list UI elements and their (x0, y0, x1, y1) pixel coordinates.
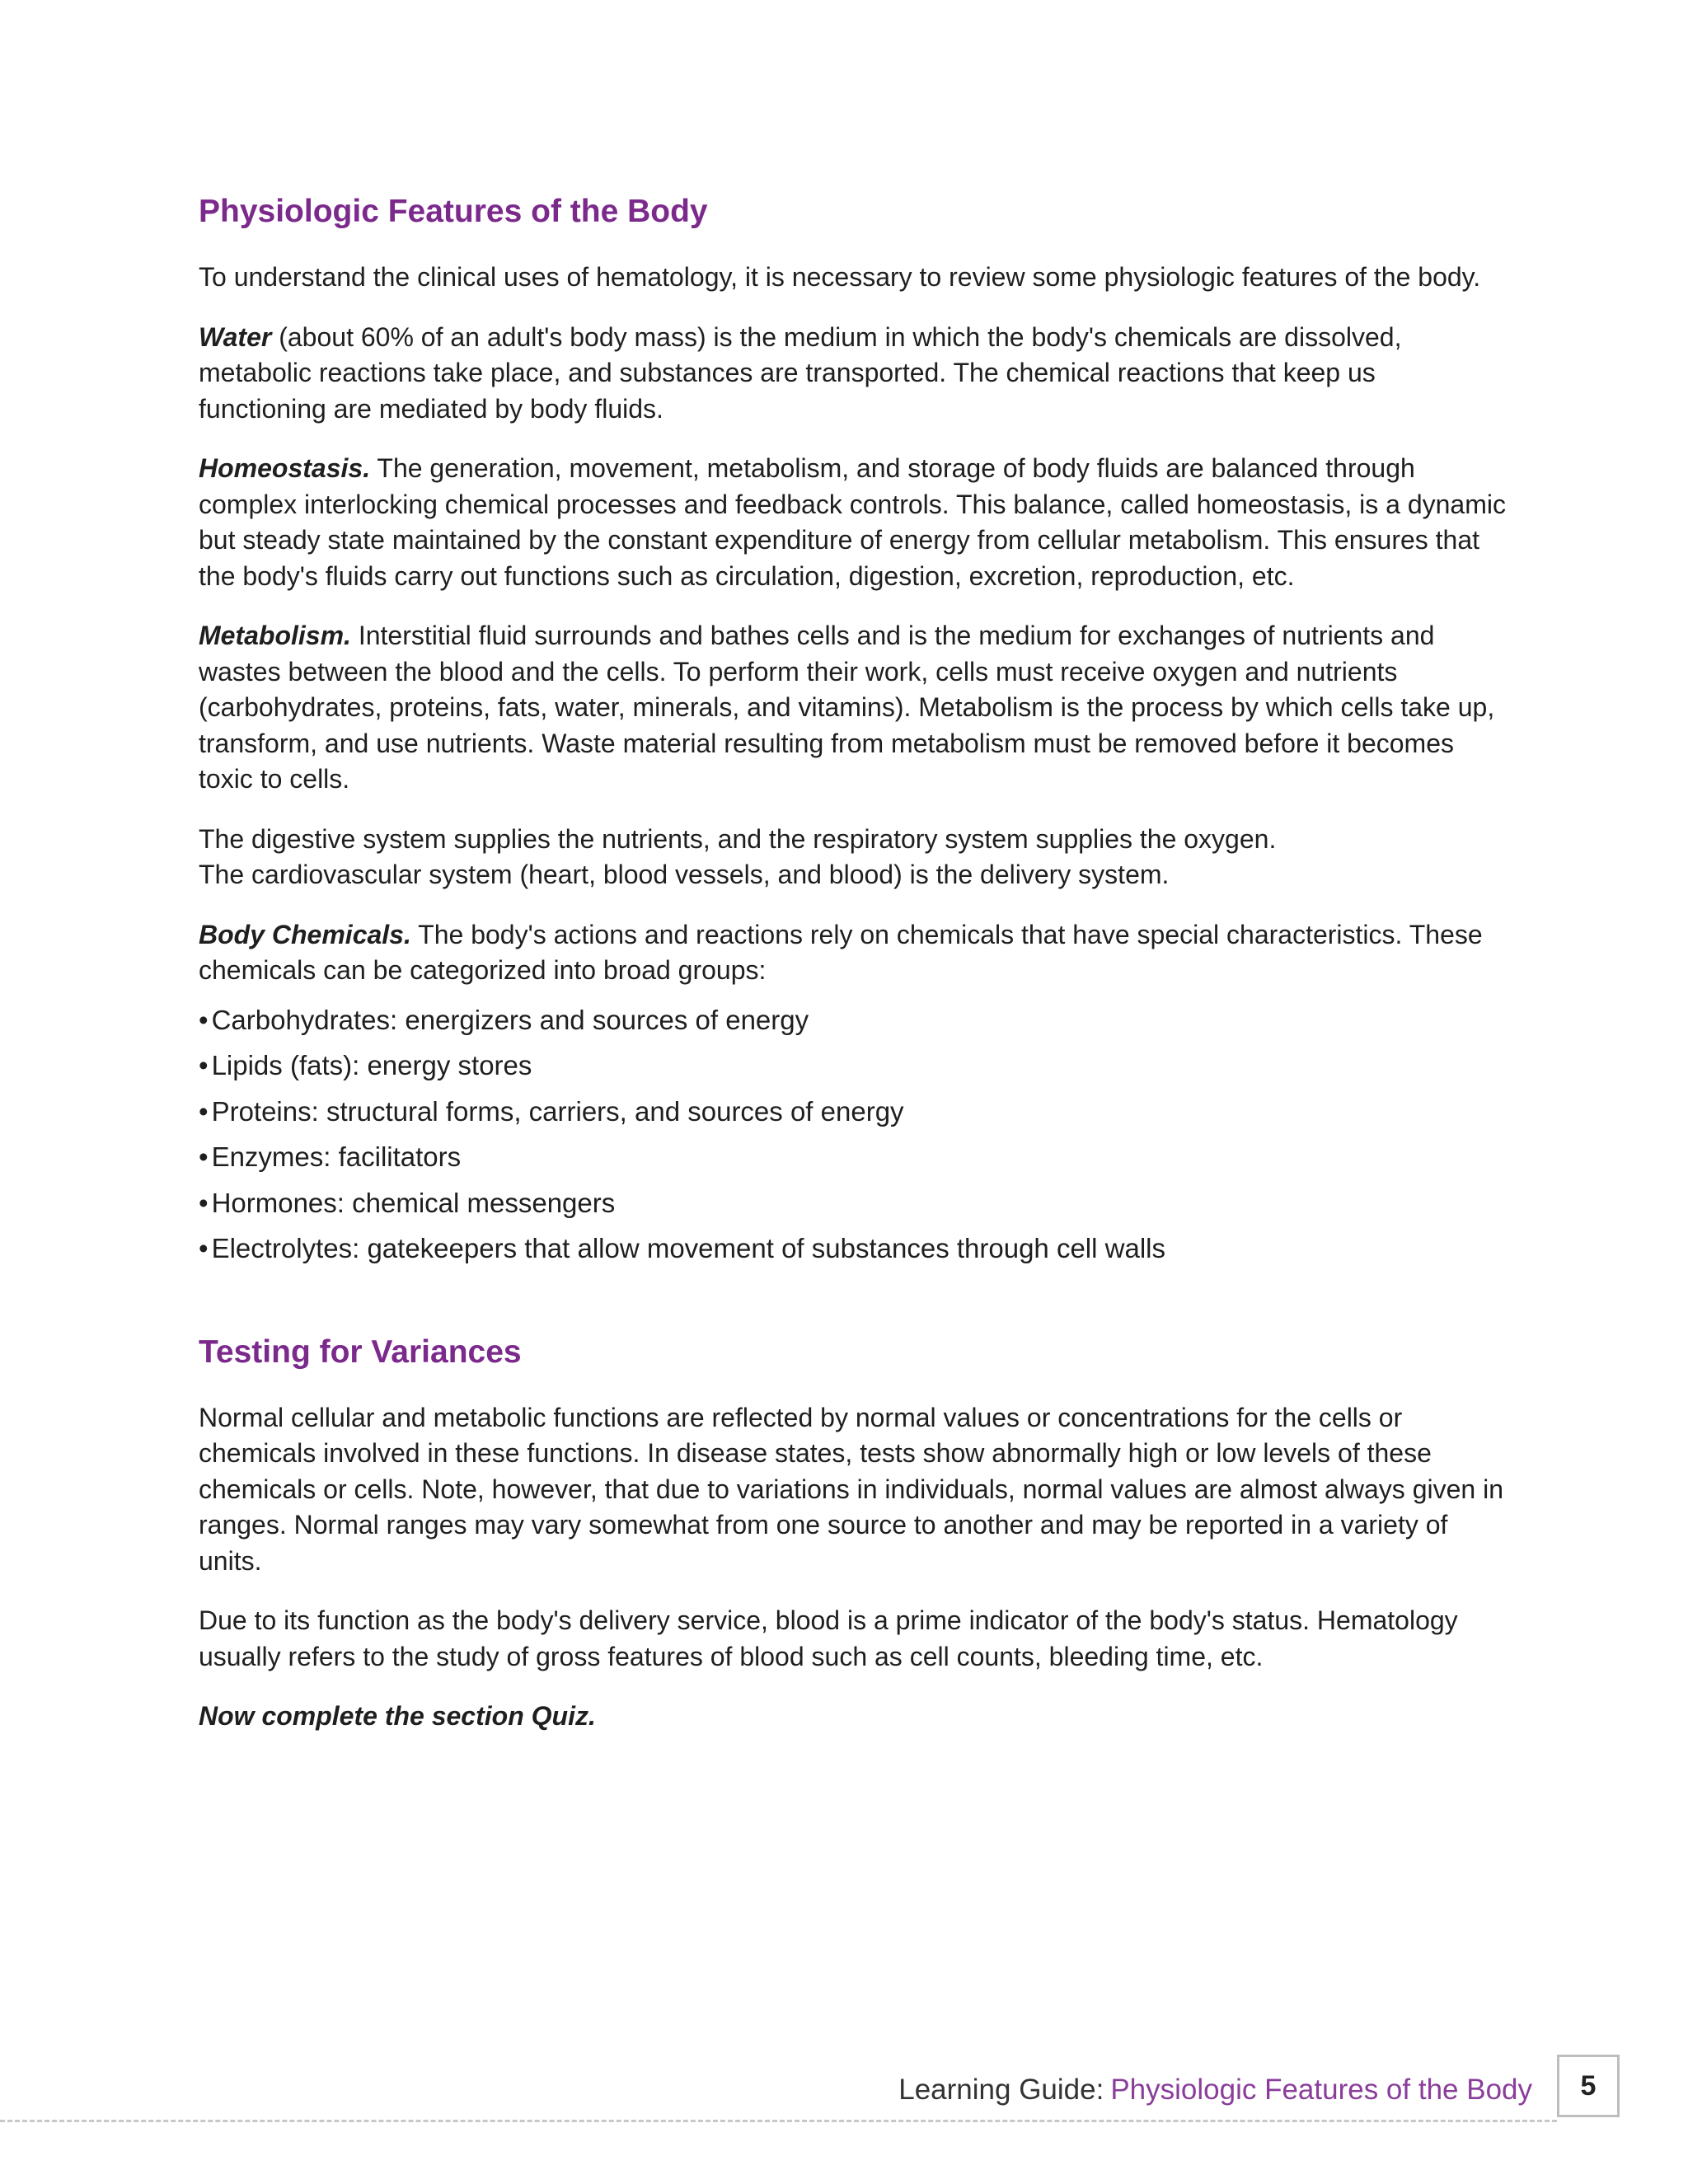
page-footer (898, 2061, 1532, 2119)
water-text: (about 60% of an adult's body mass) is the medium in which the body's chemicals are dissolved, metabolic reactions take place, and substances are transported. The chemical reactions that keep us functioning are mediated by body fluids. (199, 321, 1402, 424)
list-item: • Electrolytes: gatekeepers that allow movement of substances through cell walls (199, 1233, 1165, 1263)
body-chemicals-text: The body's actions and reactions rely on chemicals that have special characteristics. These chemicals can be categorized into broad groups: (199, 919, 1483, 985)
list-item: • Hormones: chemical messengers (199, 1187, 616, 1218)
chemical-groups-list (199, 997, 1509, 1272)
page-number-box (1557, 2055, 1620, 2117)
list-item: • Enzymes: facilitators (199, 1141, 462, 1172)
footer-topic-title: Physiologic Features of the Body (1110, 2074, 1532, 2106)
water-paragraph (199, 320, 1509, 428)
metabolism-paragraph (199, 618, 1509, 798)
body-chemicals-paragraph (199, 917, 1509, 989)
list-item: • Proteins: structural forms, carriers, and sources of energy (199, 1095, 904, 1127)
section-heading-physiologic-features: Physiologic Features of the Body (199, 194, 708, 229)
systems-paragraph (199, 822, 1509, 893)
homeostasis-text: The generation, movement, metabolism, and storage of body fluids are balanced through complex interlocking chemical processes and feedback controls. This balance, called homeostasis, is a dynamic but steady state maintained by the constant expenditure of energy from cellular metabolism. This ensures that the body's fluids carry out functions such as circulation, digestion, excretion, reproduction, etc. (199, 453, 1506, 591)
section-heading-testing-variances: Testing for Variances (199, 1333, 522, 1370)
metabolism-lead: Metabolism. (199, 621, 351, 650)
bullet-icon: • (199, 1187, 209, 1218)
bullet-icon: • (199, 1004, 209, 1035)
homeostasis-paragraph (199, 451, 1509, 594)
water-lead: Water (199, 321, 272, 352)
variances-paragraph-1: Normal cellular and metabolic functions are reflected by normal values or concentrations for the cells or chemicals involved in these functions. In disease states, tests show abnormally high or low levels of these chemicals or cells. Note, however, that due to variations in individuals, normal values are almost always given in ranges. Normal ranges may vary somewhat from one source to another and may be reported in a variety of units. (199, 1402, 1503, 1576)
variances-paragraph-2: Due to its function as the body's delivery service, blood is a prime indicator of the body's status. Hematology usually refers to the study of gross features of blood such as cell counts, bleeding time, etc. (199, 1605, 1458, 1671)
bullet-icon: • (199, 1141, 209, 1172)
list-item: • Carbohydrates: energizers and sources of energy (199, 1004, 809, 1035)
main-content (199, 185, 1509, 1735)
homeostasis-lead: Homeostasis. (199, 453, 371, 483)
bullet-icon: • (199, 1095, 209, 1127)
metabolism-text: Interstitial fluid surrounds and bathes cells and is the medium for exchanges of nutrients and wastes between the blood and the cells. To perform their work, cells must receive oxygen and nutrients (carbohydrates, proteins, fats, water, minerals, and vitamins). Metabolism is the process by which cells take up, transform, and use nutrients. Waste material resulting from metabolism must be removed before it becomes toxic to cells. (199, 621, 1495, 794)
page-number: 5 (1580, 2069, 1597, 2102)
systems-line-2: The cardiovascular system (heart, blood vessels, and blood) is the delivery system. (199, 860, 1170, 889)
footer-guide-label: Learning Guide: (898, 2074, 1104, 2106)
footer-dashed-rule (0, 2120, 1557, 2122)
bullet-icon: • (199, 1233, 209, 1263)
bullet-icon: • (199, 1050, 209, 1080)
systems-line-1: The digestive system supplies the nutrients, and the respiratory system supplies the oxygen. (199, 823, 1277, 854)
body-chemicals-lead: Body Chemicals. (199, 919, 411, 949)
quiz-instruction: Now complete the section Quiz. (199, 1701, 596, 1731)
intro-paragraph: To understand the clinical uses of hematology, it is necessary to review some physiologic features of the body. (199, 262, 1481, 292)
list-item: • Lipids (fats): energy stores (199, 1050, 532, 1080)
